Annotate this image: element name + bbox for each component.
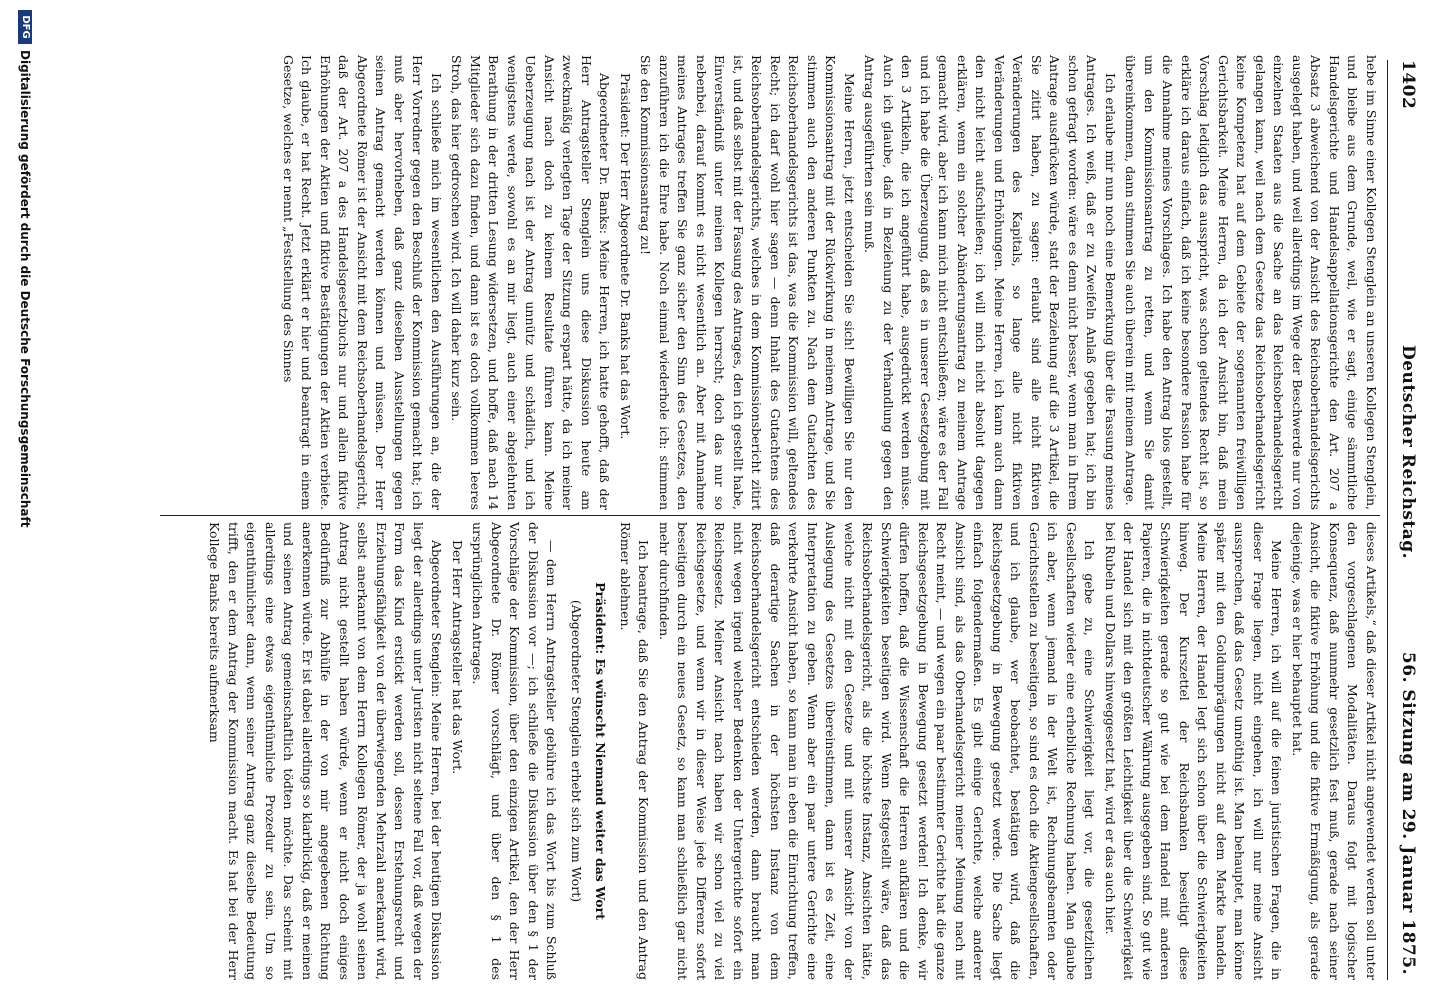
- speaker-assignment: Der Herr Antragsteller hat das Wort.: [450, 540, 465, 775]
- left-paragraph: Ich erlaube mir nun noch eine Bemerkung über die Fassung meines Antrages. Ich weiß, daß er zu Zweifeln Anlaß gegeben hat; ich bin schon gefragt worden: wäre es denn nicht besser, wenn man in Ihrem Antrage ausdrücken würde, statt der Beziehung auf die 3 Artikel, die Sie zitirt haben, zu sagen: erlaubt sind alle nicht fiktiven Veränderungen des Kapitals, so lange alle nicht fiktiven Veränderungen und Erhöhungen. Meine Herren, ich kann auch dann den nicht leicht aufschließen; ich will mich nicht absolut dagegen erklären, wenn ein solcher Abänderungsantrag zu meinem Antrage gemacht wird, aber ich kann mich nicht entschließen; wäre es der Fall und ich habe die Überzeugung, daß es in unserer Gesetzgebung mit den 3 Artikeln, die ich angeführt habe, ausgedrückt werden müsse. Auch ich glaube, daß in Beziehung zu der Verhandlung gegen den Antrag ausgeführten sein muß.: [862, 55, 1118, 510]
- page-header: [1386, 60, 1422, 975]
- left-column: [70, 55, 1380, 510]
- session-date: 56. Sitzung am 29. Januar 1875.: [1398, 651, 1418, 975]
- right-paragraph: Meine Herren, ich will auf die feinen juristischen Fragen, die in dieser Frage liegen, nicht eingehen, ich will nur meine Ansicht aussprechen, daß das Gesetz unnöthig ist. Man behauptet, man könne später mit den Goldumprägungen nicht auf dem Markte handeln. Meine Herren, der Handel legt sich schon über die Schwierigkeiten hinweg. Der Kurszettel der Reichsbanken beseitigt diese Schwierigkeiten gerade so gut wie bei dem Handel mit anderen Papieren, die in nichtdeutscher Währung ausgegeben sind. So gut wie der Handel sich mit den größten Leichtigkeit über die Schwierigkeit bei Rubeln und Dollars hinweggesetzt hat, wird er das auch hier.: [1103, 522, 1285, 980]
- page-number: 1402: [1398, 60, 1418, 110]
- banks-paragraph: Abgeordneter Dr. Banks: Meine Herren, ich hatte gehofft, daß der Herr Antragsteller Stenglein uns diese Diskussion heute am zweckmäßig verlegten Tage der Sitzung erspart hätte, da ich meiner Ansicht nach doch zu keinem Resultate führen kann. Meine Ueberzeugung nach ist der Antrag unnütz und schädlich, und ich wenigstens werde, sowohl es an mir liegt, auch einer abgelehnten Berathung in der dritten Lesung widersetzen, und hoffe, daß nach 14 Mitglieder sich dazu finden, und dann ist es doch vollkommen leeres Stroh, das hier gedroschen wird. Ich will daher kurz sein.: [449, 55, 613, 510]
- left-paragraph: hebe im Sinne einer Kollegen Stenglein an unseren Kollegen Stenglein, und bleibe aus dem Grunde, weil, wie er sagt, einige sämmtliche Handelsgerichte und Handelsappellationsgerichte den Art. 207 a Absatz 3 abweichend von der Ansicht des Reichsoberhandelsgerichts ausgelegt haben, und weil allerdings im Wege der Beschwerde nur von einzelnen Staaten aus die Sache an das Reichsoberhandelsgericht gelangen kann, weil nach dem Gesetze das Reichsoberhandelsgericht keine Kompetenz hat auf dem Gebiete der sogenannten freiwilligen Gerichtsbarkeit. Meine Herren, da ich der Ansicht bin, daß mein Vorschlag lediglich das ausspricht, was schon geltendes Recht ist, so erkläre ich daraus einfach, daß ich keine besondere Passion habe für die Annahme meines Vorschlages. Ich habe den Antrag blos gestellt, um den Kommissionsantrag zu retten, und wenn Sie damit übereinkommen, dann stimmen Sie auch überein mit meinem Antrage.: [1123, 55, 1379, 510]
- president-continuation: — dem Herrn Antragsteller gebühre ich das Wort bis zum Schluß der Diskussion vor —; ich schließe die Diskussion über den § 1 der Vorschläge der Kommission, über den einzigen Artikel, den der Herr Abgeordnete Dr. Römer vorschlägt, und über den § 1 des ursprünglichen Antrages.: [470, 522, 560, 980]
- right-column: [70, 522, 1380, 980]
- right-paragraph: dieses Artikels,“ daß dieser Artikel nicht angewendet werden soll unter den vorgeschlagenen Modalitäten. Daraus folgt mit logischer Konsequenz, daß nunmehr gesetzlich fest muß, gerade nach seiner Ansicht, die fiktive Erhöhung und die fiktive Ermäßigung, als gerade diejenige, was er hier behauptet hat.: [1290, 522, 1379, 980]
- dfg-logo: DFG: [18, 10, 32, 44]
- right-paragraph: Ich gebe zu, eine Schwierigkeit liegt vor, die gesetzlichen Gesellschaften wieder eine erhebliche Rechnung haben. Man glaube ich aber, wenn jemand in der Welt ist, Rechnungsbeamten oder Gerichtsstellen zu beseitigen, so sind es doch die Aktiengesellschaften, und ich glaube, wer beobachtet, bestätigen wird, daß die Reichsgesetzgebung in Bewegung gesetzt werde. Die Sache liegt einfach folgendermaßen. Es gibt einige Gerichte, welche anderer Ansicht sind, als das Oberhandelsgericht meiner Meinung nach mit Recht meint, — und wegen ein paar bestimmter Gerichte hat die ganze Reichsgesetzgebung in Bewegung gesetzt werden! Ich denke, wir dürfen hoffen, daß die Wissenschaft die Herren aufklären und die Schwierigkeiten beseitigen wird. Wenn festgestellt wäre, daß das Reichsoberhandelsgericht, als die höchste Instanz, Ansichten hätte, welche nicht mit den Gesetze und mit unserer Ansicht von der Auslegung des Gesetzes übereinstimmen, dann ist es Zeit, eine Interpretation zu geben. Wenn aber ein paar untere Gerichte eine verkehrte Ansicht haben, so kann man in eben die Einrichtung treffen, daß derartige Sachen in der höchsten Instanz von dem Reichsoberhandelsgericht entschieden werden, dann braucht man nicht wegen irgend welcher Bedenken der Untergerichte sofort ein Reichsgesetz. Meiner Ansicht nach haben wir schon viel zu viel Reichsgesetze, und wenn wir in dieser Weise jede Differenz sofort beseitigen durch ein neues Gesetz, so kann man schließlich gar nicht mehr durchfinden.: [657, 522, 1098, 980]
- president-line: Präsident: Der Herr Abgeordnete Dr. Banks hat das Wort.: [618, 73, 633, 440]
- president-line: Präsident: Es wünscht Niemand weiter das Wort: [593, 582, 609, 920]
- digitization-note: Digitalisierung gefördert durch die Deutsche Forschungsgemeinschaft: [18, 50, 32, 528]
- speaker-note: (Abgeordneter Stenglein erhebt sich zum Wort): [569, 599, 584, 903]
- column-divider: [160, 515, 1380, 516]
- publication-title: Deutscher Reichstag.: [1398, 345, 1418, 560]
- digitization-footer: [8, 10, 32, 970]
- right-paragraph: Ich beantrage, daß Sie den Antrag der Kommission und den Antrag Römer ablehnen.: [618, 522, 652, 980]
- header-rule: [1387, 60, 1388, 980]
- stenglein-paragraph: Abgeordneter Stenglein: Meine Herren, bei der heutigen Diskussion liegt der allerdings unter Juristen nicht seltene Fall vor, daß wegen der Form das Kind erstickt werden soll, dessen Erstehungsrecht und Erziehungsfähigkeit von der überwiegenden Mehrzahl anerkannt wird, selbst anerkannt von dem Herrn Kollegen Römer, der ja wohl seinen Antrag nicht gestellt haben würde, wenn er nicht doch einiges Bedürfniß zur Abhülfe in der von mir angegebenen Richtung anerkennen würde. Er ist dabei allerdings so klarblickig, daß er meinen und seinen Antrag gemeinschaftlich tödten möchte. Das scheint mit allerdings eine etwas eigenthümliche Prozedur zu sein. Um so eigenthümlicher dann, wenn seiner Antrag ganz dieselbe Bedeutung trifft, den er dem Antrag der Kommission macht. Es hat bei der Herr Kollege Banks bereits aufmerksam: [207, 522, 445, 980]
- left-paragraph: Meine Herren, jetzt entscheiden Sie sich! Bewilligen Sie nur den Kommissionsantrag mit der Rückwirkung in meinem Antrage, und Sie stimmen auch den anderen Punkten zu. Nach dem Gutachten des Reichsoberhandelsgerichts ist das, was die Kommission will, geltendes Recht; ich darf wohl hier sagen — denn Inhalt des Gutachtens des Reichsoberhandelsgerichts, welches in dem Kommissionsbericht zitirt ist, und daß selbst mit der Fassung des Antrages, den ich gestellt habe, Einverständniß unter meinen Kollegen herrscht; doch das nur so nebenbei, darauf kommt es nicht wesentlich an. Aber mit Annahme meines Antrages treffen Sie ganz sicher den Sinn des Gesetzes, den anzuführen ich die Ehre habe. Noch einmal wiederhole ich: stimmen Sie den Kommissionsantrag zu!: [638, 55, 857, 510]
- banks-paragraph: Ich schließe mich im wesentlichen den Ausführungen an, die der Herr Vorredner gegen den Beschluß der Kommission gemacht hat; ich muß aber hervorheben, daß ganz dieselben Ausstellungen gegen seinen Antrag gemacht werden können und müssen. Der Herr Abgeordnete Römer ist der Ansicht mit dem Reichsoberhandelsgericht, daß der Art. 207 a des Handelsgesetzbuchs nur und allein fiktive Erhöhungen der Aktien und fiktive Bestätigungen der Aktien verbiete. Ich glaube, er hat Recht. Jetzt erklärt er hier und beantragt in einem Gesetze, welches er nennt „Feststellung des Sinnes: [281, 55, 444, 510]
